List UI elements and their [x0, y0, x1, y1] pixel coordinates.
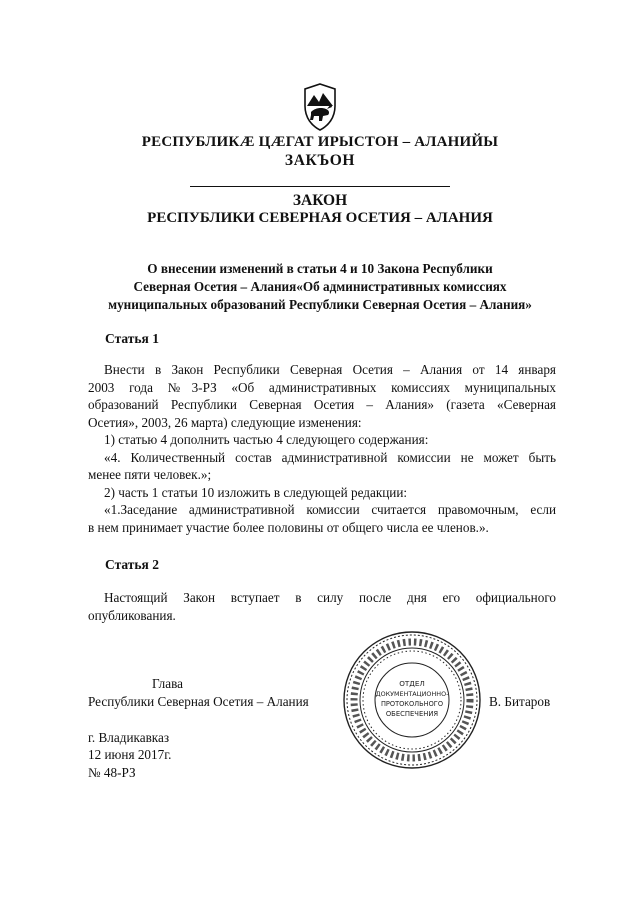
article-1-line: 2003 года №3-РЗ «Об административных комиссиях муниципальных	[88, 379, 556, 395]
signatory-title-line-1: Глава	[152, 676, 183, 691]
header-divider	[190, 186, 450, 187]
article-1-line: Внести в Закон Республики Северная Осетия – Алания от 14 января	[104, 362, 556, 377]
official-seal-stamp	[342, 630, 482, 770]
signatory-name: В. Битаров	[489, 694, 551, 709]
subject-line: О внесении изменений в статьи 4 и 10 Закона Республики	[147, 261, 493, 276]
article-1-line: менее пяти человек.»;	[88, 467, 212, 482]
article-2-title: Статья 2	[105, 557, 159, 572]
stamp-line: ДОКУМЕНТАЦИОННО-	[375, 690, 449, 698]
law-number: № 48-РЗ	[88, 765, 136, 780]
article-1-line: образований Республики Северная Осетия – Алания» (газета «Северная	[88, 397, 556, 412]
stamp-line: ОТДЕЛ	[399, 679, 425, 688]
law-subject	[80, 260, 560, 314]
republic-title-russian: РЕСПУБЛИКИ СЕВЕРНАЯ ОСЕТИЯ – АЛАНИЯ	[147, 210, 493, 226]
signing-date: 12 июня 2017г.	[88, 747, 172, 762]
subject-line: муниципальных образований Республики Северная Осетия – Алания»	[108, 297, 532, 312]
article-1-line: Осетия», 2003, 26 марта) следующие изменения:	[88, 414, 362, 430]
article-1-line: 2) часть 1 статьи 10 изложить в следующей редакции:	[104, 484, 408, 500]
article-1-title: Статья 1	[105, 331, 159, 346]
subject-line: Северная Осетия – Алания«Об административных комиссиях	[133, 279, 507, 294]
republic-title-ossetian: РЕСПУБЛИКӔ ЦӔГАТ ИРЫСТОН – АЛАНИЙЫ	[141, 134, 499, 150]
law-title-russian: ЗАКОН	[292, 192, 348, 209]
coat-of-arms-icon	[295, 82, 345, 132]
article-2-line: опубликования.	[88, 607, 176, 623]
stamp-line: ОБЕСПЕЧЕНИЯ	[385, 710, 439, 718]
article-1-body	[88, 361, 556, 536]
signatory-title-line-2: Республики Северная Осетия – Алания	[88, 694, 309, 709]
article-2-body	[88, 589, 556, 624]
stamp-line: ПРОТОКОЛЬНОГО	[380, 700, 444, 708]
article-1-line: «1.Заседание административной комиссии считается правомочным, если	[104, 502, 556, 517]
article-1-line: 1) статью 4 дополнить частью 4 следующего содержания:	[104, 432, 429, 447]
article-2-line: Настоящий Закон вступает в силу после дня его официального	[104, 590, 556, 605]
article-1-line: в нем принимает участие более половины от общего числа ее членов.».	[88, 519, 489, 535]
signing-city: г. Владикавказ	[88, 730, 170, 745]
article-1-line: «4. Количественный состав административной комиссии не может быть	[104, 449, 556, 465]
law-title-ossetian: ЗАКЪОН	[284, 152, 356, 169]
